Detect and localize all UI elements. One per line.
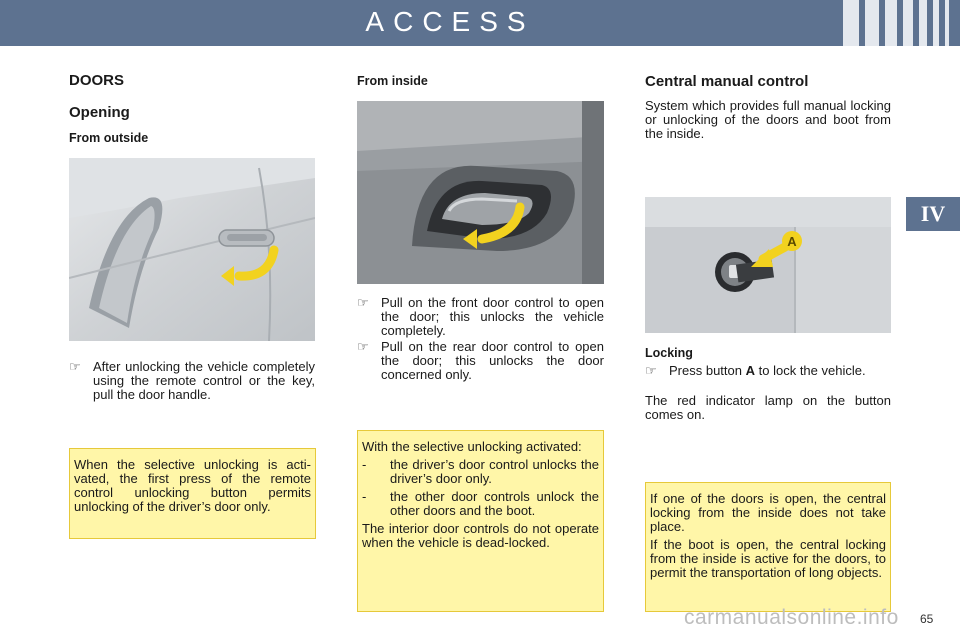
locking-bullet-text: [669, 364, 891, 378]
note-outro: The interior door controls do not operate when the vehicle is dead-locked.: [362, 521, 599, 550]
locking-text-after: to lock the vehicle.: [758, 363, 866, 378]
photo-label-a: A: [787, 234, 797, 249]
note-text: If the boot is open, the central locking from the inside is active for the doors, to permit the transportation of long objects.: [650, 537, 886, 580]
header-stripe: [843, 0, 859, 46]
pointing-hand-icon: ☞: [357, 339, 369, 354]
note-box-central-locking: [645, 482, 891, 612]
subheading-opening: Opening: [69, 104, 130, 121]
dash-text: the other door controls unlock the other doors and the boot.: [390, 489, 599, 518]
pointing-hand-icon: ☞: [645, 363, 657, 378]
label-locking: Locking: [645, 346, 693, 360]
list-item: [362, 490, 599, 518]
note-intro: With the selective unlocking activated:: [362, 439, 582, 454]
page-title: ACCESS: [365, 6, 535, 37]
section-heading-central-control: Central manual control: [645, 73, 809, 90]
section-heading-doors: DOORS: [69, 72, 125, 89]
list-item: [357, 340, 604, 382]
note-text: When the selective unlocking is activated, the first press of the remote control unlocking button permits unlocking of the driver’s door only.: [74, 457, 311, 514]
pointing-hand-icon: ☞: [357, 295, 369, 310]
label-from-outside: From outside: [69, 131, 149, 145]
list-item: [357, 296, 604, 338]
header-stripe: [903, 0, 913, 46]
page-header: [0, 0, 960, 46]
list-item: [69, 360, 315, 402]
label-from-inside: From inside: [357, 74, 428, 88]
bullet-text: After unlocking the vehicle completely using the remote control or the key, pull the door handle.: [93, 359, 315, 402]
photo-interior-door-handle: [357, 101, 604, 284]
note-box-selective-unlocking: [69, 448, 316, 539]
locking-text-before: Press button: [669, 363, 742, 378]
bullet-text: Pull on the front door control to open the door; this unlocks the vehicle completely.: [381, 295, 604, 338]
note-text: If one of the doors is open, the central locking from the inside does not take place.: [650, 491, 886, 534]
header-stripe: [919, 0, 927, 46]
photo-exterior-door-handle: [69, 158, 315, 341]
page-number: 65: [920, 612, 934, 626]
dash-bullet: -: [362, 489, 367, 504]
photo-central-locking-button: [645, 197, 891, 333]
header-stripe: [933, 0, 939, 46]
pointing-hand-icon: ☞: [69, 359, 81, 374]
watermark: carmanualsonline.info: [684, 606, 899, 629]
bullet-text: Pull on the rear door control to open the door; this unlocks the door concerned only.: [381, 339, 604, 382]
dash-bullet: -: [362, 457, 367, 472]
chapter-tab[interactable]: IV: [906, 197, 960, 231]
header-stripe: [865, 0, 879, 46]
indicator-lamp-text: The red indicator lamp on the button comes on.: [645, 393, 891, 422]
list-item: [645, 364, 891, 378]
button-key-a: A: [745, 363, 756, 378]
list-item: [362, 458, 599, 486]
dash-text: the driver’s door control unlocks the driver’s door only.: [390, 457, 599, 486]
header-stripe: [945, 0, 949, 46]
header-stripe: [885, 0, 897, 46]
central-control-intro: System which provides full manual locking or unlocking of the doors and boot from the inside.: [645, 98, 891, 141]
note-box-selective-inside: [357, 430, 604, 612]
